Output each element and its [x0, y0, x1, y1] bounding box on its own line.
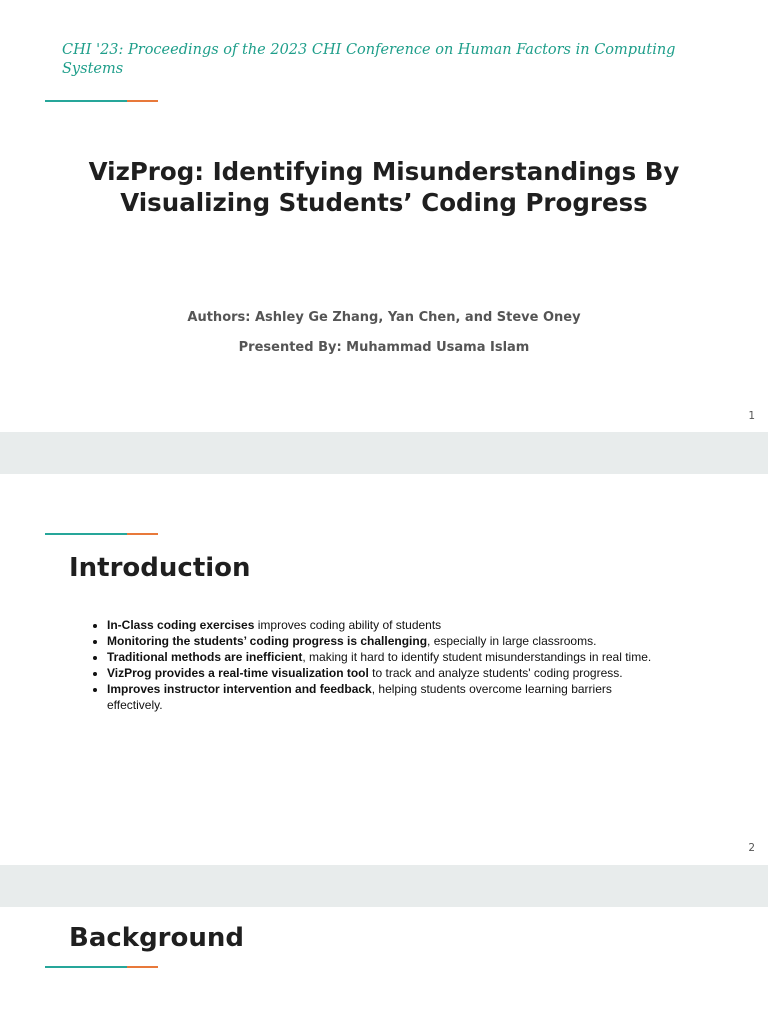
- bullet-text: , making it hard to identify student misunderstandings in real time.: [302, 650, 652, 664]
- presentation-title: VizProg: Identifying Misunderstandings By Visualizing Students’ Coding Progress: [88, 157, 680, 217]
- list-item: [107, 633, 667, 649]
- conference-name: CHI '23: Proceedings of the 2023 CHI Conference on Human Factors in Computing Systems: [62, 42, 676, 77]
- bullet-text: , helping students overcome learning barriers effectively.: [107, 682, 612, 712]
- slide-2: [0, 474, 768, 865]
- bullet-text: improves coding ability of students: [254, 618, 442, 632]
- bullet-bold-text: Monitoring the students’ coding progress is challenging: [107, 634, 428, 648]
- page-number: 1: [748, 410, 755, 422]
- slide-3: [0, 907, 768, 1024]
- authors-line: Authors: Ashley Ge Zhang, Yan Chen, and Steve Oney: [187, 310, 581, 325]
- list-item: [107, 649, 667, 665]
- page-number: 2: [748, 842, 755, 854]
- slide-heading: Background: [69, 923, 244, 953]
- slide-heading: Introduction: [69, 553, 251, 583]
- bullet-bold-text: Traditional methods are inefficient: [107, 650, 303, 664]
- bullet-bold-text: VizProg provides a real-time visualization tool: [107, 666, 369, 680]
- bullet-list: [80, 617, 667, 713]
- list-item: [107, 665, 667, 681]
- list-item: [107, 617, 667, 633]
- slide-1: [0, 0, 768, 432]
- bullet-text: to track and analyze students' coding progress.: [368, 666, 623, 680]
- list-item: [107, 681, 667, 713]
- bullet-text: , especially in large classrooms.: [427, 634, 597, 648]
- bullet-bold-text: Improves instructor intervention and feedback: [107, 682, 372, 696]
- bullet-bold-text: In-Class coding exercises: [107, 618, 255, 632]
- presenter-line: Presented By: Muhammad Usama Islam: [238, 340, 530, 355]
